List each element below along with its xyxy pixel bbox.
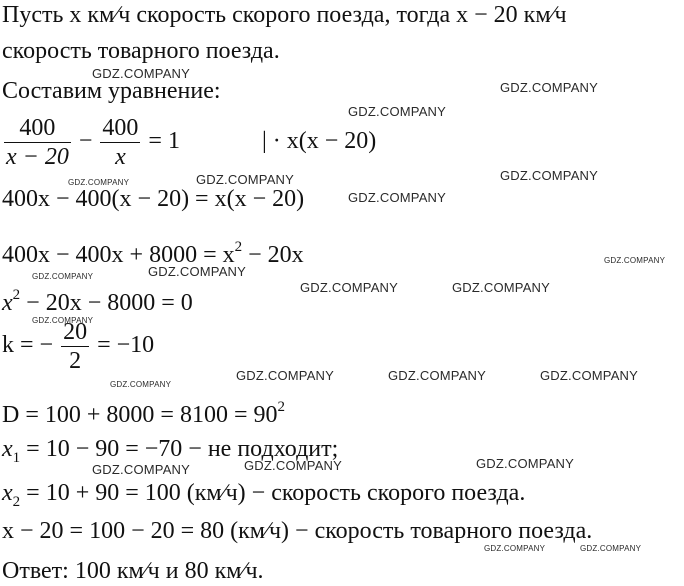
watermark: GDZ.COMPANY bbox=[476, 456, 575, 471]
watermark: GDZ.COMPANY bbox=[68, 178, 130, 187]
watermark: GDZ.COMPANY bbox=[196, 172, 295, 187]
watermark: GDZ.COMPANY bbox=[484, 544, 546, 553]
watermark: GDZ.COMPANY bbox=[388, 368, 487, 383]
equation-4-rest: − 20x − 8000 = 0 bbox=[20, 290, 193, 316]
equation-8-rest: = 10 + 90 = 100 (км∕ч) − скорость скорого поезда. bbox=[20, 480, 526, 506]
equation-5 bbox=[2, 318, 154, 375]
equation-7-subscript: 1 bbox=[12, 450, 21, 466]
watermark: GDZ.COMPANY bbox=[348, 190, 447, 205]
watermark: GDZ.COMPANY bbox=[244, 458, 343, 473]
minus-sign: − bbox=[78, 128, 93, 155]
watermark: GDZ.COMPANY bbox=[604, 256, 666, 265]
equation-9: x − 20 = 100 − 20 = 80 (км∕ч) − скорость товарного поезда. bbox=[2, 518, 593, 544]
fraction-1-denominator: x − 20 bbox=[6, 144, 69, 170]
watermark: GDZ.COMPANY bbox=[32, 272, 94, 281]
fraction-3 bbox=[61, 318, 89, 375]
equation-1 bbox=[2, 114, 376, 171]
watermark: GDZ.COMPANY bbox=[452, 280, 551, 295]
watermark: GDZ.COMPANY bbox=[580, 544, 642, 553]
equation-7-var: x bbox=[2, 436, 13, 462]
equation-7-rest: = 10 − 90 = −70 − не подходит; bbox=[20, 436, 339, 462]
equation-5-lhs: k = − bbox=[2, 332, 54, 359]
fraction-3-denominator: 2 bbox=[69, 348, 82, 374]
equation-3-lhs: 400x − 400x + 8000 = x bbox=[2, 242, 235, 268]
fraction-3-numerator: 20 bbox=[63, 319, 88, 345]
watermark: GDZ.COMPANY bbox=[540, 368, 639, 383]
equation-1-rhs: = 1 bbox=[148, 128, 180, 155]
watermark: GDZ.COMPANY bbox=[300, 280, 399, 295]
watermark: GDZ.COMPANY bbox=[500, 80, 599, 95]
equation-2: 400x − 400(x − 20) = x(x − 20) bbox=[2, 186, 305, 212]
equation-6 bbox=[2, 392, 285, 430]
equation-3-exponent: 2 bbox=[234, 239, 243, 255]
equation-4-var: x bbox=[2, 290, 13, 316]
equation-6-lhs: D = 100 + 8000 = 8100 = 90 bbox=[2, 402, 278, 428]
watermark: GDZ.COMPANY bbox=[110, 380, 172, 389]
watermark: GDZ.COMPANY bbox=[148, 264, 247, 279]
equation-5-rhs: = −10 bbox=[97, 332, 155, 359]
equation-8-subscript: 2 bbox=[12, 494, 21, 510]
answer-line: Ответ: 100 км∕ч и 80 км∕ч. bbox=[2, 558, 264, 584]
intro-line-1: Пусть x км∕ч скорость скорого поезда, тогда x − 20 км∕ч bbox=[2, 2, 567, 28]
fraction-2 bbox=[100, 114, 140, 171]
equation-8-var: x bbox=[2, 480, 13, 506]
intro-line-2: скорость товарного поезда. bbox=[2, 38, 280, 64]
equation-4 bbox=[2, 280, 193, 318]
watermark: GDZ.COMPANY bbox=[500, 168, 599, 183]
watermark: GDZ.COMPANY bbox=[92, 462, 191, 477]
fraction-2-denominator: x bbox=[115, 144, 126, 170]
watermark: GDZ.COMPANY bbox=[348, 104, 447, 119]
equation-3-rhs: − 20x bbox=[242, 242, 304, 268]
watermark: GDZ.COMPANY bbox=[236, 368, 335, 383]
fraction-1-numerator: 400 bbox=[4, 114, 71, 143]
fraction-2-numerator: 400 bbox=[102, 115, 139, 141]
fraction-1 bbox=[4, 114, 71, 171]
compose-heading: Составим уравнение: bbox=[2, 78, 221, 104]
equation-8 bbox=[2, 478, 525, 517]
watermark: GDZ.COMPANY bbox=[32, 316, 94, 325]
equation-4-exponent: 2 bbox=[12, 287, 21, 303]
equation-6-exponent: 2 bbox=[277, 399, 285, 415]
watermark: GDZ.COMPANY bbox=[92, 66, 191, 81]
multiplier-note: | · x(x − 20) bbox=[261, 128, 377, 155]
